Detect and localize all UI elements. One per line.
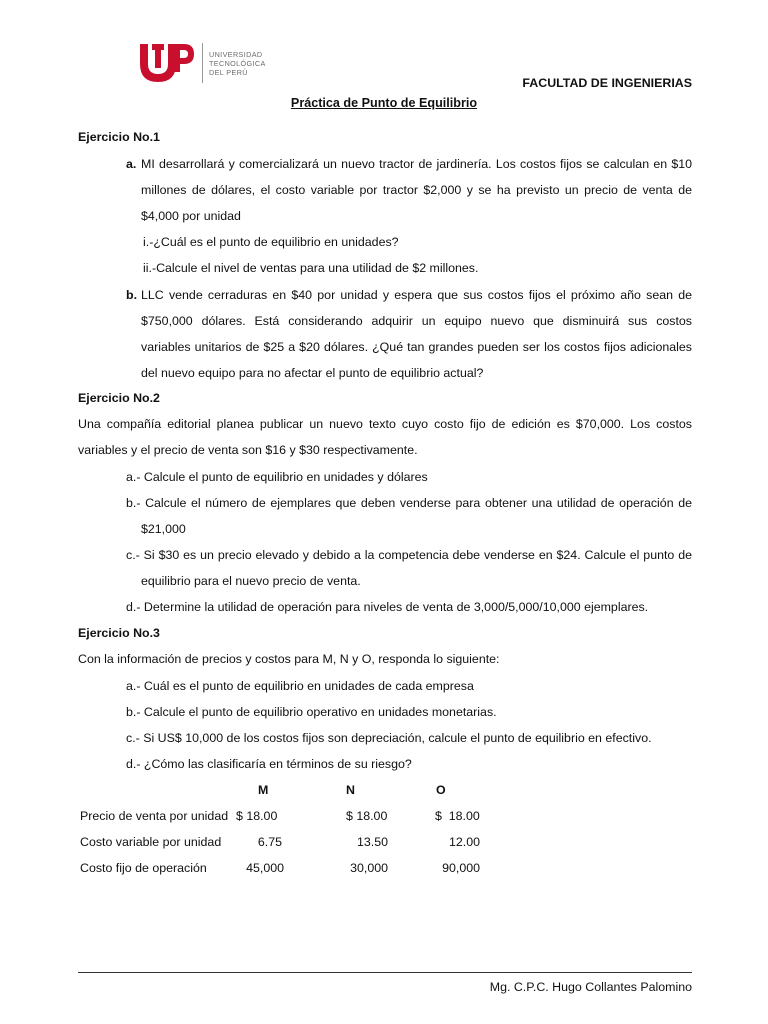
logo-line-2: TECNOLÓGICA bbox=[209, 58, 266, 68]
table-cell-n: 13.50 bbox=[356, 835, 388, 849]
table-cell-o: 90,000 bbox=[442, 861, 480, 875]
exercise-2b-line-1: b.- Calcule el número de ejemplares que deben venderse para obtener una utilidad de operación de bbox=[126, 496, 692, 510]
table-cell-o: $ 18.00 bbox=[435, 809, 480, 823]
exercise-3-heading: Ejercicio No.3 bbox=[78, 626, 160, 640]
exercise-1b-line-2: $750,000 dólares. Está considerando adquirir un equipo nuevo que disminuirá sus costos bbox=[141, 314, 692, 328]
logo-divider bbox=[202, 43, 203, 83]
exercise-2d: d.- Determine la utilidad de operación para niveles de venta de 3,000/5,000/10,000 ejemplares. bbox=[126, 600, 649, 614]
table-cell-o: 12.00 bbox=[448, 835, 480, 849]
table-cell-n: $ 18.00 bbox=[346, 809, 388, 823]
table-cell-m: 6.75 bbox=[257, 835, 282, 849]
faculty-name: FACULTAD DE INGENIERIAS bbox=[522, 76, 692, 90]
page-title-text: Práctica de Punto de Equilibrio bbox=[290, 96, 478, 110]
exercise-2a: a.- Calcule el punto de equilibrio en unidades y dólares bbox=[126, 470, 428, 484]
exercise-1a-line-3: $4,000 por unidad bbox=[141, 209, 241, 223]
exercise-3-intro: Con la información de precios y costos para M, N y O, responda lo siguiente: bbox=[78, 652, 500, 666]
table-row-label: Costo fijo de operación bbox=[80, 861, 207, 875]
table-row-label: Costo variable por unidad bbox=[80, 835, 222, 849]
exercise-1a-line-1: MI desarrollará y comercializará un nuevo tractor de jardinería. Los costos fijos se calculan en $10 bbox=[141, 157, 692, 171]
exercise-1b-line-1: LLC vende cerraduras en $40 por unidad y espera que sus costos fijos el próximo año sean de bbox=[141, 288, 692, 302]
table-header-o: O bbox=[436, 783, 446, 797]
exercise-3c: c.- Si US$ 10,000 de los costos fijos son depreciación, calcule el punto de equilibrio en efectivo. bbox=[126, 731, 652, 745]
exercise-2b-line-2: $21,000 bbox=[141, 522, 186, 536]
exercise-3d: d.- ¿Cómo las clasificaría en términos de su riesgo? bbox=[126, 757, 412, 771]
exercise-1-heading: Ejercicio No.1 bbox=[78, 130, 160, 144]
footer-author: Mg. C.P.C. Hugo Collantes Palomino bbox=[489, 980, 692, 994]
exercise-1a-question-i: i.-¿Cuál es el punto de equilibrio en unidades? bbox=[143, 235, 399, 249]
utp-logo-icon bbox=[138, 42, 196, 84]
exercise-3a: a.- Cuál es el punto de equilibrio en unidades de cada empresa bbox=[126, 679, 474, 693]
exercise-1b-label: b. bbox=[126, 288, 138, 302]
exercise-1b-line-3: variables unitarios de $25 a $20 dólares. ¿Qué tan grandes pueden ser los costos fijos adicionales bbox=[141, 340, 692, 354]
table-header-n: N bbox=[346, 783, 355, 797]
exercise-1a-line-2: millones de dólares, el costo variable por tractor $2,000 y se ha previsto un precio de venta de bbox=[141, 183, 692, 197]
exercise-2c-line-1: c.- Si $30 es un precio elevado y debido a la competencia debe venderse en $24. Calcule el punto de bbox=[126, 548, 692, 562]
page-title bbox=[0, 96, 768, 110]
exercise-2c-line-2: equilibrio para el nuevo precio de venta. bbox=[141, 574, 361, 588]
logo-line-1: UNIVERSIDAD bbox=[209, 49, 263, 59]
exercise-1a-question-ii: ii.-Calcule el nivel de ventas para una utilidad de $2 millones. bbox=[143, 261, 479, 275]
table-cell-m: 45,000 bbox=[246, 861, 284, 875]
table-cell-n: 30,000 bbox=[350, 861, 388, 875]
utp-logo bbox=[138, 42, 266, 84]
exercise-1b-line-4: del nuevo equipo para no afectar el punto de equilibrio actual? bbox=[141, 366, 484, 380]
footer-divider bbox=[78, 972, 692, 973]
logo-wordmark bbox=[209, 50, 266, 77]
table-cell-m: $ 18.00 bbox=[236, 809, 278, 823]
logo-line-3: DEL PERÚ bbox=[209, 67, 248, 77]
exercise-2-intro-line-2: variables y el precio de venta son $16 y $30 respectivamente. bbox=[78, 443, 418, 457]
exercise-1a-label: a. bbox=[126, 157, 137, 171]
exercise-2-intro-line-1: Una compañía editorial planea publicar un nuevo texto cuyo costo fijo de edición es $70,000. Los costos bbox=[78, 417, 692, 431]
exercise-3b: b.- Calcule el punto de equilibrio operativo en unidades monetarias. bbox=[126, 705, 497, 719]
table-row-label: Precio de venta por unidad bbox=[80, 809, 229, 823]
table-header-m: M bbox=[258, 783, 269, 797]
exercise-2-heading: Ejercicio No.2 bbox=[78, 391, 160, 405]
